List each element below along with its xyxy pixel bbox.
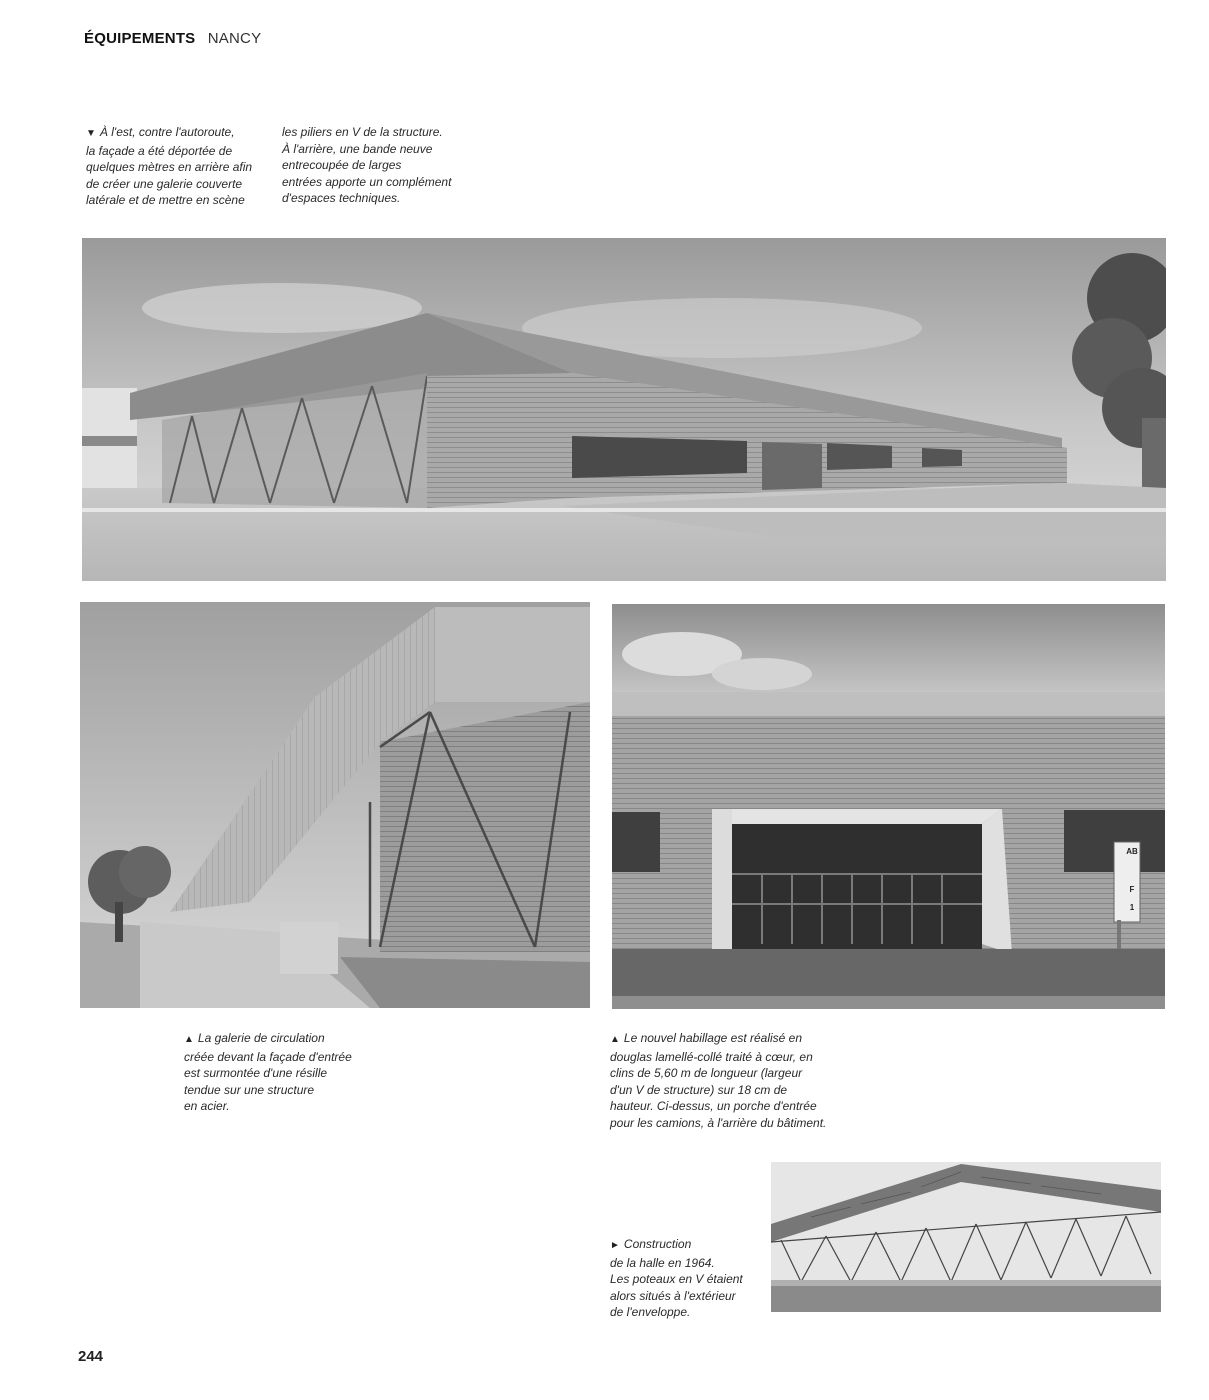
sign-label-f: F	[1129, 885, 1135, 894]
up-triangle-icon: ▲	[184, 1034, 194, 1045]
photo-circulation-gallery	[80, 602, 590, 1008]
caption-line: ▲ Le nouvel habillage est réalisé en	[610, 1031, 803, 1045]
sign-label-1: 1	[1129, 903, 1135, 912]
caption-line: les piliers en V de la structure.	[282, 125, 443, 139]
caption-construction	[610, 1236, 760, 1321]
caption-line: entrecoupée de larges	[282, 158, 402, 172]
caption-line: la façade a été déportée de	[86, 143, 233, 158]
caption-line: créée devant la façade d'entrée	[184, 1049, 352, 1064]
caption-line: clins de 5,60 m de longueur (largeur	[610, 1066, 803, 1080]
photo-construction-1964	[771, 1162, 1161, 1312]
caption-line: douglas lamellé-collé traité à cœur, en	[610, 1049, 813, 1064]
sign-label-ab: AB	[1126, 847, 1138, 856]
caption-east-facade-cont	[282, 124, 472, 207]
caption-line: est surmontée d'une résille	[184, 1066, 328, 1080]
caption-line: quelques mètres en arrière afin	[86, 160, 253, 174]
page-header	[84, 28, 261, 50]
caption-east-facade	[86, 124, 271, 209]
caption-line: ▲ La galerie de circulation	[184, 1031, 325, 1045]
caption-cladding	[610, 1030, 850, 1131]
photo-east-facade	[82, 238, 1166, 581]
caption-line: hauteur. Ci-dessus, un porche d'entrée	[610, 1099, 817, 1113]
caption-line: d'espaces techniques.	[282, 191, 401, 205]
caption-gallery	[184, 1030, 384, 1115]
caption-line: tendue sur une structure	[184, 1082, 315, 1097]
caption-line: en acier.	[184, 1099, 230, 1113]
caption-line: pour les camions, à l'arrière du bâtiment.	[610, 1115, 827, 1130]
caption-line: d'un V de structure) sur 18 cm de	[610, 1082, 788, 1097]
caption-line: Les poteaux en V étaient	[610, 1272, 743, 1286]
right-triangle-icon: ►	[610, 1240, 620, 1251]
photo-truck-entrance	[612, 604, 1165, 1009]
caption-line: alors situés à l'extérieur	[610, 1288, 736, 1303]
caption-line: latérale et de mettre en scène	[86, 193, 245, 207]
caption-line: ▼ À l'est, contre l'autoroute,	[86, 125, 235, 139]
caption-line: À l'arrière, une bande neuve	[282, 141, 433, 156]
page-number: 244	[78, 1348, 104, 1365]
section-title: ÉQUIPEMENTS	[84, 30, 196, 47]
city-title: NANCY	[207, 30, 262, 47]
caption-line: entrées apporte un complément	[282, 174, 452, 189]
caption-line: de la halle en 1964.	[610, 1255, 715, 1270]
down-triangle-icon: ▼	[86, 128, 96, 139]
up-triangle-icon: ▲	[610, 1034, 620, 1045]
caption-line: de créer une galerie couverte	[86, 176, 243, 191]
caption-line: ► Construction	[610, 1237, 692, 1251]
caption-line: de l'enveloppe.	[610, 1305, 691, 1319]
